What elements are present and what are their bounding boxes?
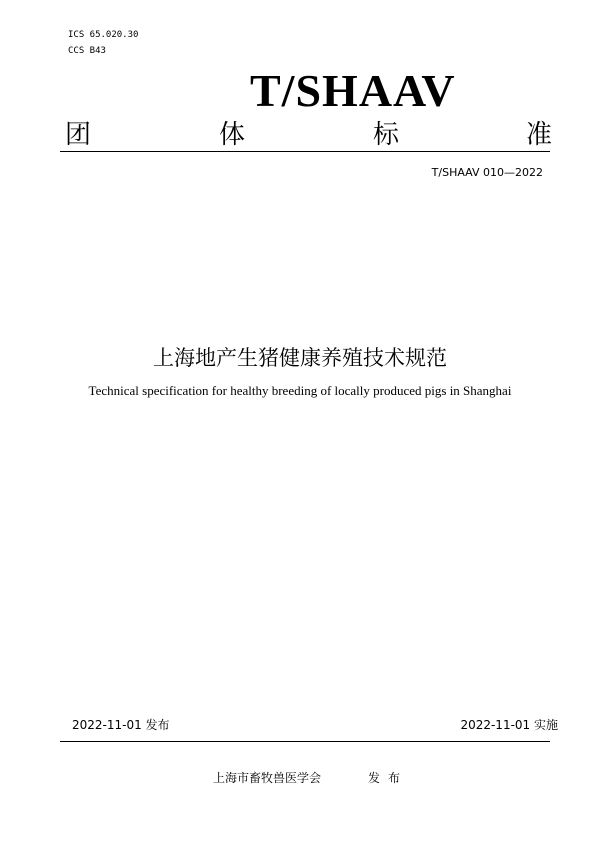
issuer: 上海市畜牧兽医学会 bbox=[213, 771, 322, 785]
header-rule bbox=[60, 151, 550, 152]
ics-code: ICS 65.020.30 bbox=[68, 30, 139, 40]
standard-type-char-4: 准 bbox=[526, 120, 553, 150]
standard-brand: T/SHAAV bbox=[250, 65, 456, 116]
standard-type-char-2: 体 bbox=[219, 120, 246, 150]
title-chinese: 上海地产生猪健康养殖技术规范 bbox=[153, 346, 447, 370]
standard-number: T/SHAAV 010—2022 bbox=[431, 166, 543, 179]
title-english: Technical specification for healthy breeding of locally produced pigs in Shanghai bbox=[88, 383, 512, 398]
standard-type-char-1: 团 bbox=[65, 120, 92, 150]
issue-label: 发布 bbox=[368, 771, 409, 785]
publish-date: 2022-11-01 发布 bbox=[72, 718, 170, 732]
standard-type-char-3: 标 bbox=[373, 120, 400, 150]
ccs-code: CCS B43 bbox=[68, 46, 106, 56]
footer-rule bbox=[60, 741, 550, 742]
implement-date: 2022-11-01 实施 bbox=[460, 718, 558, 732]
